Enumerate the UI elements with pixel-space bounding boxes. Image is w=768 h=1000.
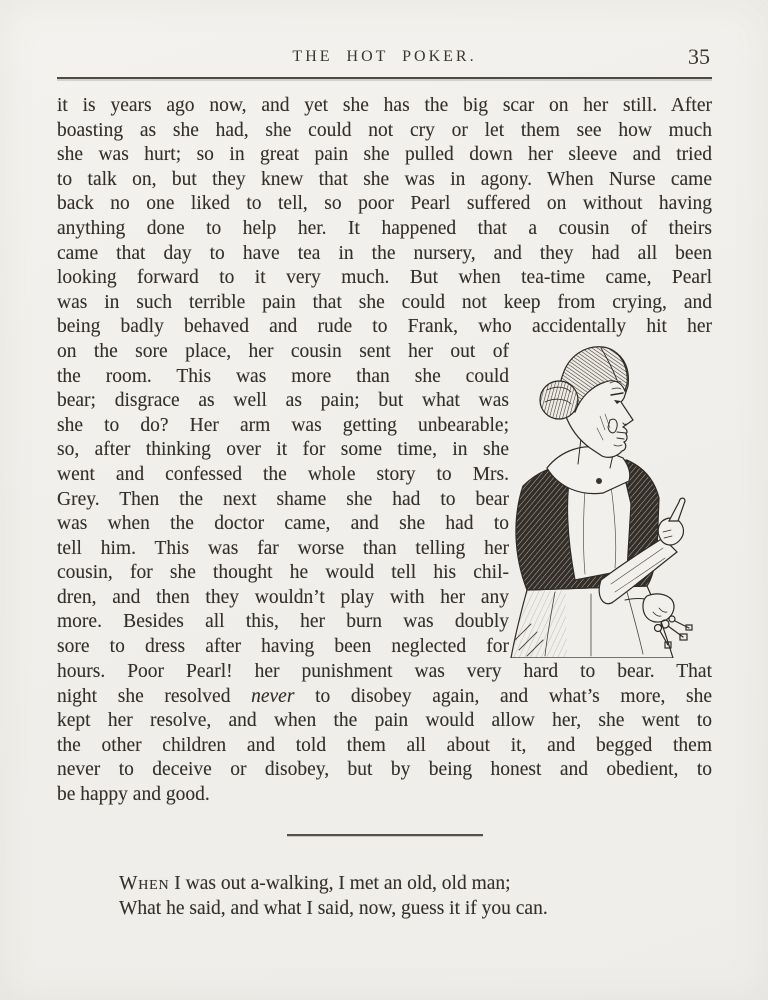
verse-line-1 — [119, 871, 712, 896]
page-number: 35 — [688, 44, 710, 69]
text-line: on the sore place, her cousin sent her out of — [57, 340, 509, 362]
italic-word: never — [251, 685, 295, 707]
text-line: Grey. Then the next shame she had to bear — [57, 488, 509, 510]
text-line: to talk on, but they knew that she was in agony. When Nurse came — [57, 168, 712, 190]
text-line: being badly behaved and rude to Frank, who accidentally hit her — [57, 316, 712, 338]
text-line: went and confessed the whole story to Mrs. — [57, 463, 509, 485]
text-line: kept her resolve, and when the pain would allow her, she went to — [57, 710, 712, 732]
text-line: back no one liked to tell, so poor Pearl suffered on without having — [57, 193, 712, 215]
paragraph-bottom-a — [57, 660, 712, 685]
text-line: it is years ago now, and yet she has the big scar on her still. After — [57, 95, 712, 116]
text-line: never to deceive or disobey, but by being honest and obedient, to — [57, 759, 712, 781]
text-line: she to do? Her arm was getting unbearable; — [57, 414, 509, 436]
pointing-nurse-engraving — [507, 340, 719, 658]
italic-line-before: night she resolved — [57, 685, 252, 707]
narrow-column — [57, 340, 509, 660]
running-head — [57, 44, 712, 70]
text-line: more. Besides all this, her burn was doubly — [57, 611, 509, 633]
text-line: boasting as she had, she could not cry or let them see how much — [57, 119, 712, 141]
text-line: dren, and then they wouldn’t play with her any — [57, 586, 509, 608]
verse — [119, 871, 712, 921]
woodcut-illustration — [507, 340, 719, 658]
text-line: the room. This was more than she could — [57, 365, 509, 387]
text-line: bear; disgrace as well as pain; but what was — [57, 390, 509, 412]
text-line: anything done to help her. It happened that a cousin of theirs — [57, 217, 712, 239]
text-line: she was hurt; so in great pain she pulled down her sleeve and tried — [57, 144, 712, 166]
italic-line — [57, 685, 712, 710]
text-line: was when the doctor came, and she had to — [57, 513, 509, 535]
text-line: was in such terrible pain that she could not keep from crying, and — [57, 291, 712, 313]
page-title: THE HOT POKER. — [292, 48, 477, 65]
text-line: sore to dress after having been neglected for — [57, 636, 509, 658]
verse-line-2: What he said, and what I said, now, guess it if you can. — [119, 897, 548, 919]
verse-line-1-rest: I was out a-walking, I met an old, old man; — [169, 872, 511, 894]
text-line: be happy and good. — [57, 783, 210, 805]
text-line: tell him. This was far worse than telling her — [57, 537, 509, 559]
text-line: hours. Poor Pearl! her punishment was very hard to bear. That — [57, 660, 712, 682]
paragraph-bottom-b — [57, 709, 712, 807]
header-rule — [57, 77, 712, 79]
paragraph-top — [57, 94, 712, 340]
text-line: came that day to have tea in the nursery, and they had all been — [57, 242, 712, 264]
italic-line-after: to disobey again, and what’s more, she — [294, 685, 712, 707]
text-line: cousin, for she thought he would tell his chil- — [57, 562, 509, 584]
wrapped-text-section — [57, 340, 712, 660]
text-line: looking forward to it very much. But when tea-time came, Pearl — [57, 267, 712, 289]
story-text — [57, 94, 712, 921]
section-divider-rule — [287, 834, 483, 836]
verse-smallcaps-word: When — [119, 872, 170, 894]
text-line: the other children and told them all about it, and begged them — [57, 734, 712, 756]
text-line: so, after thinking over it for some time, in she — [57, 439, 509, 461]
